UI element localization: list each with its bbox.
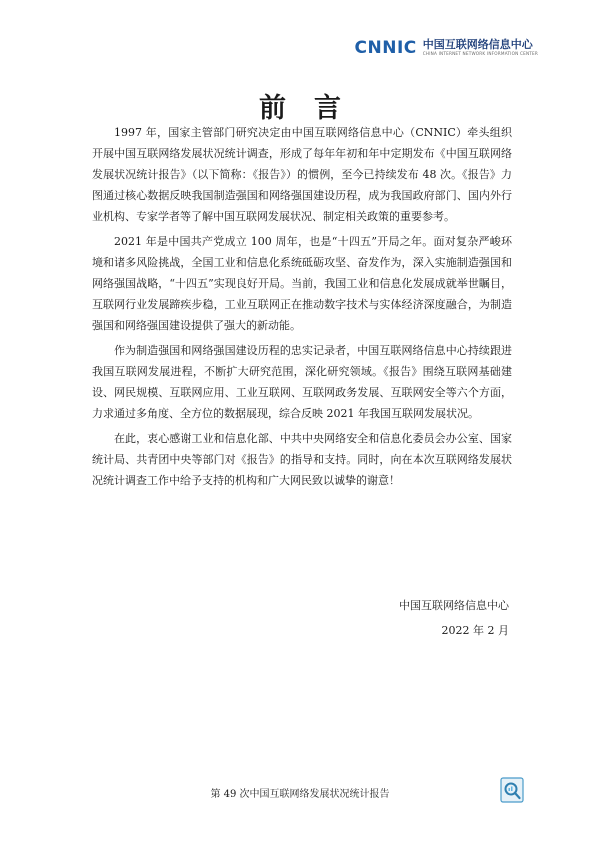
preface-body (92, 122, 512, 495)
magnifier-report-icon (500, 777, 524, 803)
page-footer: 第 49 次中国互联网络发展状况统计报告 (210, 789, 390, 800)
paragraph: 作为制造强国和网络强国建设历程的忠实记录者，中国互联网络信息中心持续跟进我国互联网发展进程，不断扩大研究范围，深化研究领域。《报告》围绕互联网基础建设、网民规模、互联网应用、工业互联网、互联网政务发展、互联网安全等六个方面，力求通过多角度、全方位的数据展现，综合反映 2021 年我国互联网发展状况。 (92, 344, 512, 420)
signature-date: 2022 年 2 月 (441, 624, 509, 637)
page-header (355, 38, 538, 58)
signature-org: 中国互联网络信息中心 (399, 599, 509, 612)
paragraph: 1997 年，国家主管部门研究决定由中国互联网络信息中心（CNNIC）牵头组织开展中国互联网络发展状况统计调查，形成了每年年初和年中定期发布《中国互联网络发展状况统计报告》（以下简称：《报告》）的惯例，至今已持续发布 48 次。《报告》力图通过核心数据反映我国制造强国和网络强国建设历程，成为我国政府部门、国内外行业机构、专家学者等了解中国互联网发展状况、制定相关政策的重要参考。 (92, 126, 512, 223)
logo-org-cn: 中国互联网络信息中心 (422, 38, 533, 52)
logo-text (423, 39, 538, 56)
paragraph: 2021 年是中国共产党成立 100 周年，也是“十四五”开局之年。面对复杂严峻环境和诸多风险挑战，全国工业和信息化系统砥砺攻坚、奋发作为，深入实施制造强国和网络强国战略，“十四五”实现良好开局。当前，我国工业和信息化发展成就举世瞩目，互联网行业发展蹄疾步稳，工业互联网正在推动数字技术与实体经济深度融合，为制造强国和网络强国建设提供了强大的新动能。 (92, 235, 512, 332)
cnnic-logo: CNNIC (354, 38, 417, 58)
paragraph: 在此，衷心感谢工业和信息化部、中共中央网络安全和信息化委员会办公室、国家统计局、共青团中央等部门对《报告》的指导和支持。同时，向在本次互联网络发展状况统计调查工作中给予支持的机构和广大网民致以诚挚的谢意！ (92, 432, 512, 487)
logo-org-en: CHINA INTERNET NETWORK INFORMATION CENTER (422, 51, 538, 57)
page-title: 前言 (259, 93, 369, 124)
